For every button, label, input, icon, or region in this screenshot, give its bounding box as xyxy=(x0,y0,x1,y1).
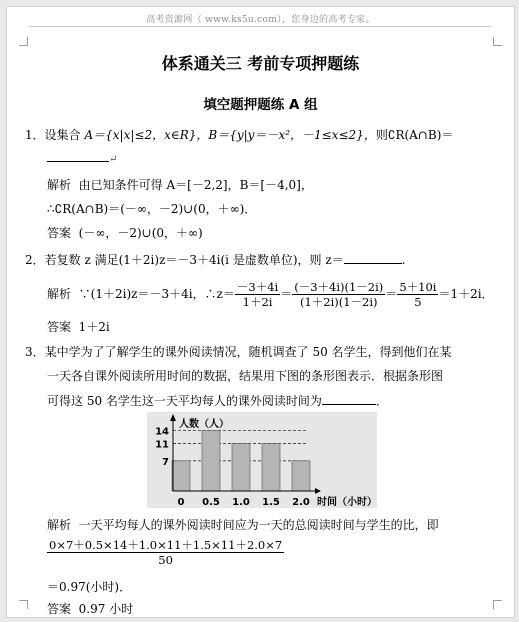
q3-number: 3． xyxy=(25,345,45,359)
q1-set-a: A＝{x|x|≤2，x∈R}， xyxy=(84,128,209,142)
section-title: 填空题押题练 A 组 xyxy=(203,97,318,113)
q2-line: 2．若复数 z 满足(1＋2i)z＝－3＋4i(i 是虚数单位)，则 z＝ . xyxy=(25,253,406,267)
paragraph-mark: ↵ xyxy=(109,154,118,165)
y-axis-arrow xyxy=(170,414,176,421)
q2-answer-text: 1＋2i xyxy=(78,320,110,334)
bar-chart-svg xyxy=(147,412,377,508)
y-tick-label: 14 xyxy=(155,426,169,438)
page-header: 高考资源网（ www.ks5u.com），您身边的高考专家。 xyxy=(146,15,375,25)
q1-line xyxy=(25,127,453,143)
bar xyxy=(202,431,220,491)
q1-analysis xyxy=(47,177,313,193)
q1-text: 设集合 xyxy=(44,128,85,142)
q1-answer-label: 答案 xyxy=(47,226,72,240)
x-tick-label: 2.0 xyxy=(292,497,310,508)
q2-fraction-2: $\frac{(-3+4i)(1-2i)}{(1+2i)(1-2i)}$ xyxy=(294,280,384,309)
q2-text: 若复数 z 满足(1＋2i)z＝－3＋4i(i 是虚数单位)，则 z＝ xyxy=(44,253,344,267)
x-tick-label: 0.5 xyxy=(202,497,220,508)
q1-answer xyxy=(47,225,203,241)
q3-calc xyxy=(47,538,284,567)
q3-fraction: $\frac{0\times 7+0.5\times 14+1.0\times 11+1.5\times 11+2.0\times 7}{50}$ xyxy=(49,538,283,567)
q3-line-2: 一天各自课外阅读所用时间的数据，结果用下图的条形图表示．根据条形图 xyxy=(47,369,444,383)
document-page xyxy=(6,6,515,618)
x-tick-label: 0 xyxy=(177,497,185,508)
y-tick-label: 7 xyxy=(162,456,169,468)
x-axis-arrow xyxy=(315,488,321,494)
q1-blank-line xyxy=(47,149,117,168)
bar xyxy=(172,461,190,491)
bar xyxy=(292,461,310,491)
q1-analysis-line2: ∴∁R(A∩B)＝(－∞，－2)∪(0，＋∞)． xyxy=(47,202,257,216)
q2-answer xyxy=(47,319,110,335)
bar xyxy=(232,444,250,491)
corner-mark xyxy=(19,600,28,609)
q3-answer-blank xyxy=(322,392,376,405)
x-tick-label: 1.5 xyxy=(262,497,280,508)
q3-analysis-label: 解析 xyxy=(47,518,72,532)
page-title: 体系通关三 考前专项押题练 xyxy=(161,54,360,73)
y-axis-label: 人数（人） xyxy=(179,419,229,430)
q2-number: 2． xyxy=(25,253,45,267)
q3-answer-label: 答案 xyxy=(47,602,72,616)
q1-answer-blank xyxy=(47,149,109,162)
bar-chart xyxy=(147,412,377,508)
bar xyxy=(262,444,280,491)
q1-set-b: B＝{y|y＝－x²，－1≤x≤2}， xyxy=(208,128,376,142)
q1-number: 1． xyxy=(25,128,45,142)
q3-line-1: 3．某中学为了了解学生的课外阅读情况，随机调查了 50 名学生，得到他们在某 xyxy=(25,345,452,359)
q1-analysis-label: 解析 xyxy=(47,178,72,192)
q1-answer-text: (－∞，－2)∪(0，＋∞) xyxy=(78,226,203,240)
q2-fraction-1: $\frac{-3+4i}{1+2i}$ xyxy=(236,280,279,309)
q1-analysis-text: 由已知条件可得 A＝[－2,2]，B＝[－4,0]， xyxy=(78,178,313,192)
q3-analysis xyxy=(47,517,439,533)
header-rule xyxy=(29,26,492,27)
q3-answer-text: 0.97 小时 xyxy=(78,602,134,616)
q3-result: ＝0.97(小时)． xyxy=(47,580,132,594)
q2-analysis: 解析 ∵(1＋2i)z＝－3＋4i，∴z＝ $\frac{-3+4i}{1+2i}$ ＝ $\frac{(-3+4i)(1-2i)}{(1+2i)(1-2i)}$ ＝ $\frac{5+10i}{5}$ ＝1＋2i． xyxy=(47,280,494,309)
q2-result: ＝1＋2i． xyxy=(438,287,494,301)
q2-fraction-3: $\frac{5+10i}{5}$ xyxy=(399,280,437,309)
x-axis-label: 时间（小时） xyxy=(317,497,377,508)
corner-mark xyxy=(493,37,502,46)
q2-answer-label: 答案 xyxy=(47,320,72,334)
y-tick-label: 11 xyxy=(155,439,169,451)
q1-ask: 则∁R(A∩B)＝ xyxy=(375,128,454,142)
x-tick-label: 1.0 xyxy=(232,497,250,508)
corner-mark xyxy=(493,600,502,609)
q2-analysis-pre: ∵(1＋2i)z＝－3＋4i，∴z＝ xyxy=(78,287,235,301)
q3-answer xyxy=(47,601,133,617)
corner-mark xyxy=(19,37,28,46)
q2-analysis-label: 解析 xyxy=(47,287,72,301)
q3-analysis-text: 一天平均每人的课外阅读时间应为一天的总阅读时间与学生的比，即 xyxy=(78,518,439,532)
q3-line-3: 可得这 50 名学生这一天平均每人的课外阅读时间为 ． xyxy=(47,394,388,408)
q2-answer-blank xyxy=(344,251,402,264)
